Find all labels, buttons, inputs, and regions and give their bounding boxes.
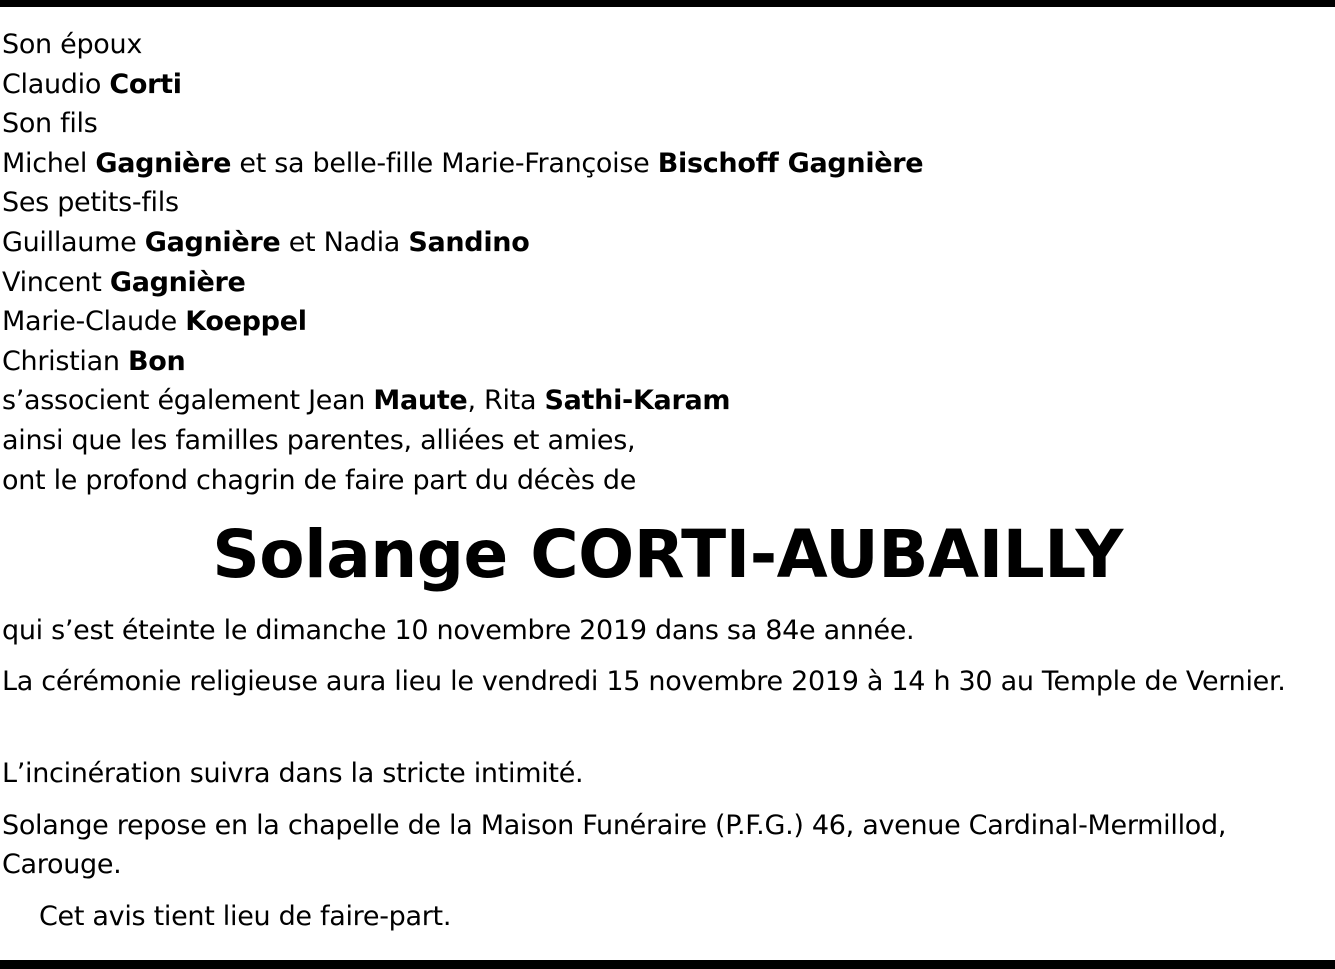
line-christian-bon	[2, 342, 923, 382]
text-run: et sa belle-fille Marie-Françoise	[231, 147, 658, 179]
surname: Bon	[127, 345, 186, 377]
text-run: Marie-Claude	[2, 306, 186, 338]
surname: Gagnière	[95, 147, 232, 179]
text-run: Vincent	[2, 266, 110, 298]
surname: Maute	[373, 385, 468, 417]
deceased-name: Solange CORTI-AUBAILLY	[212, 516, 1123, 593]
text-run: ainsi que les familles parentes, alliées et amies,	[2, 424, 636, 456]
surname: Gagnière	[109, 266, 246, 298]
line-chagrin	[2, 461, 923, 501]
top-rule	[0, 0, 1335, 7]
line-claudio-corti	[2, 65, 923, 105]
surname: Sathi-Karam	[544, 385, 731, 417]
surname: Koeppel	[185, 306, 307, 338]
surname: Sandino	[408, 226, 530, 258]
cremation-paragraph: L’incinération suivra dans la stricte intimité.	[2, 758, 584, 789]
text-run: Son époux	[2, 29, 143, 60]
line-associent	[2, 381, 923, 421]
notice-paragraph: Cet avis tient lieu de faire-part.	[39, 901, 452, 932]
text-run: Claudio	[2, 68, 110, 100]
line-son-fils	[2, 104, 923, 144]
text-run: s’associent également Jean	[2, 385, 374, 417]
text-run: ont le profond chagrin de faire part du décès de	[2, 464, 637, 496]
text-run: Ses petits-fils	[2, 187, 179, 219]
line-guillaume-gagniere	[2, 223, 923, 263]
text-run: et Nadia	[280, 226, 409, 258]
text-run: Son fils	[2, 108, 98, 140]
line-son-epoux	[2, 25, 923, 65]
line-marie-claude-koeppel	[2, 302, 923, 342]
text-run: Christian	[2, 345, 128, 377]
text-run: , Rita	[467, 385, 545, 417]
line-vincent-gagniere	[2, 263, 923, 303]
line-michel-gagniere	[2, 144, 923, 184]
death-paragraph: qui s’est éteinte le dimanche 10 novembre 2019 dans sa 84e année.	[2, 615, 915, 646]
surname: Gagnière	[144, 226, 281, 258]
surname: Corti	[109, 68, 182, 100]
family-list	[2, 25, 923, 500]
ceremony-paragraph: La cérémonie religieuse aura lieu le vendredi 15 novembre 2019 à 14 h 30 au Temple de Vernier.	[2, 666, 1286, 697]
line-familles	[2, 421, 923, 461]
repose-paragraph: Solange repose en la chapelle de la Maison Funéraire (P.F.G.) 46, avenue Cardinal-Mermillod, Carouge.	[2, 810, 1227, 880]
text-run: Michel	[2, 147, 96, 179]
bottom-rule	[0, 960, 1335, 969]
text-run: Guillaume	[2, 226, 145, 258]
surname: Bischoff Gagnière	[657, 147, 924, 179]
line-ses-petits-fils	[2, 183, 923, 223]
